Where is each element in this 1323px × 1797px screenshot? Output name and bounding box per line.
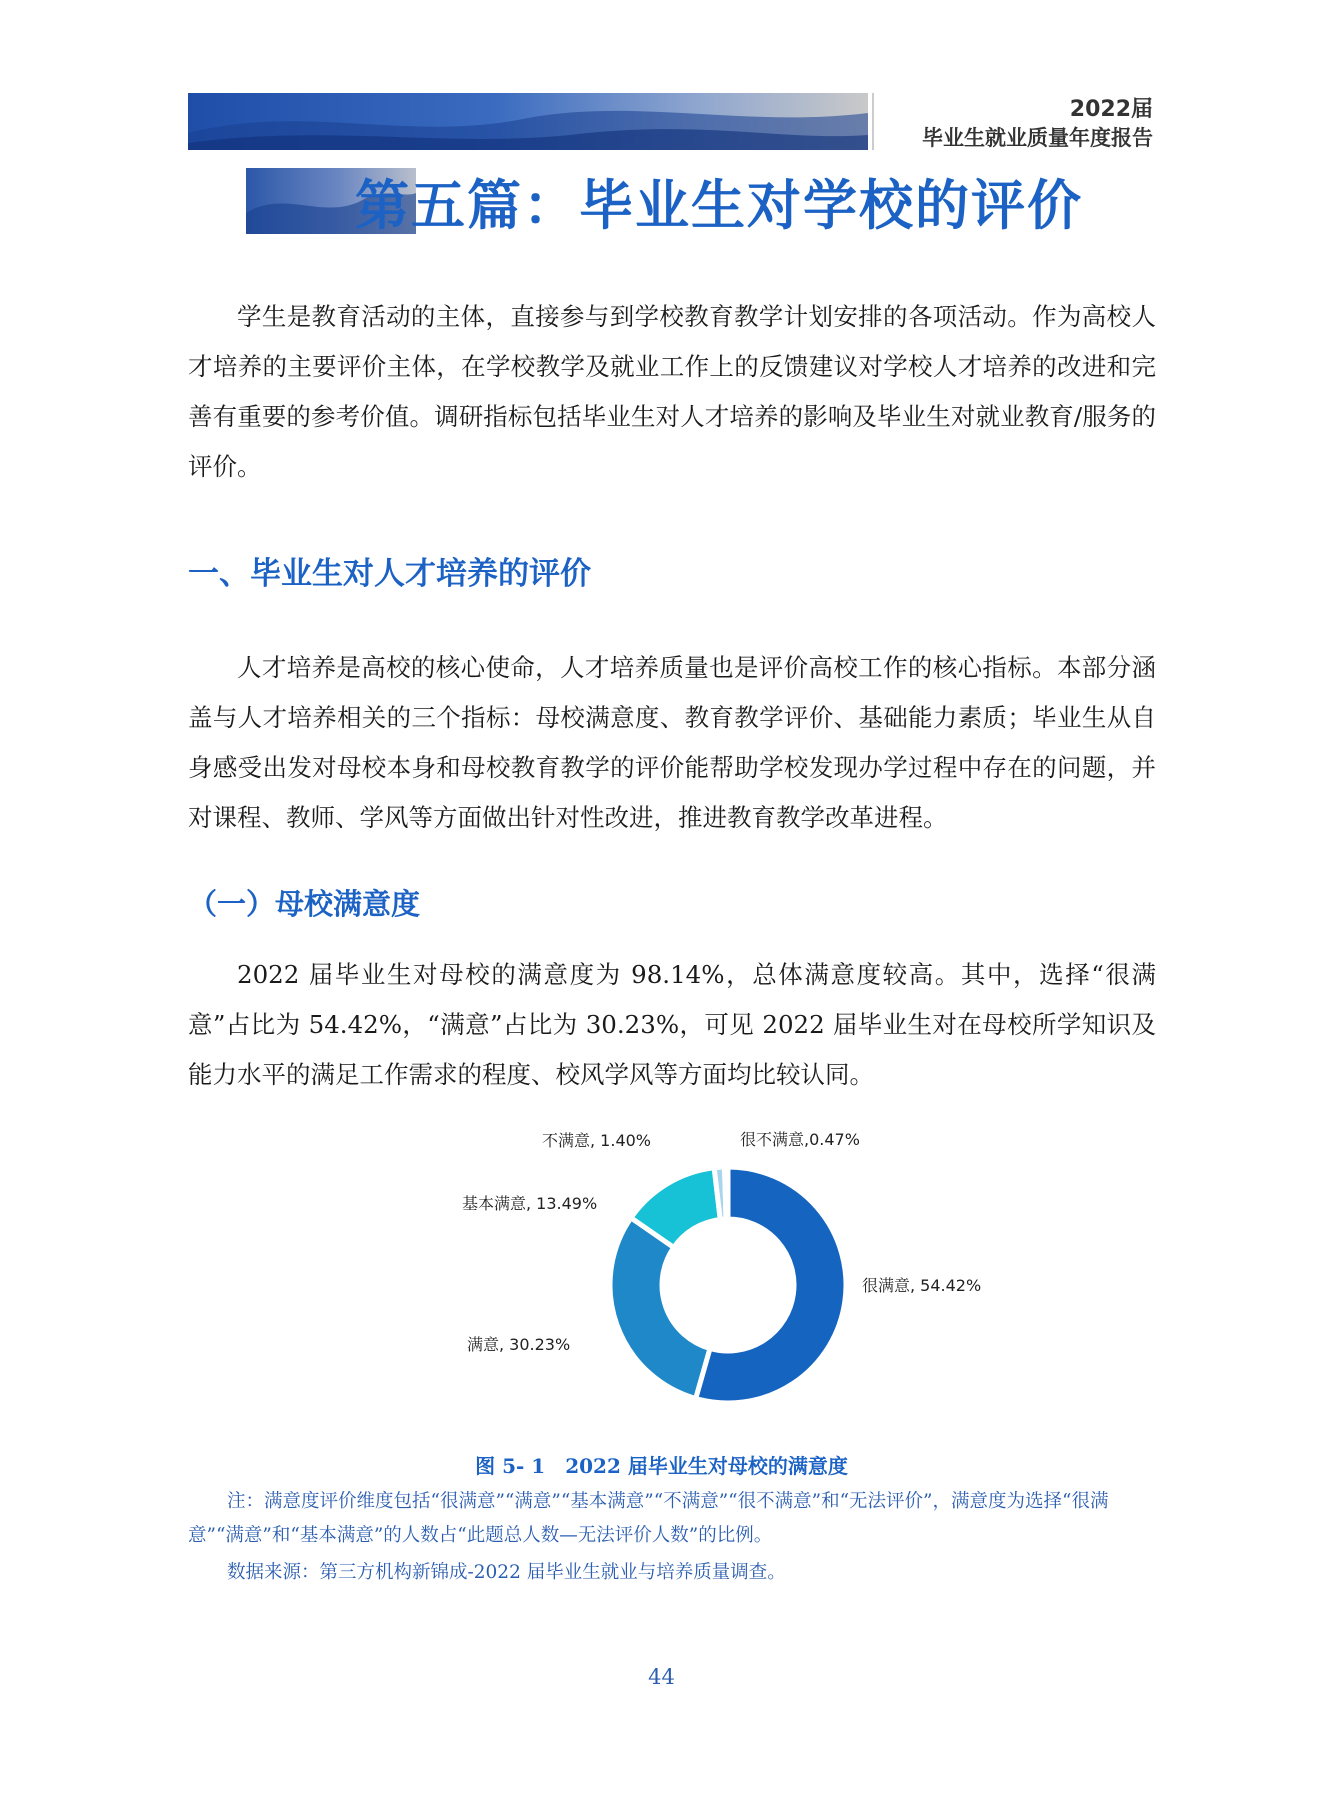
section-paragraph: 人才培养是高校的核心使命，人才培养质量也是评价高校工作的核心指标。本部分涵盖与人才培养相关的三个指标：母校满意度、教育教学评价、基础能力素质；毕业生从自身感受出发对母校本身和母校教育教学的评价能帮助学校发现办学过程中存在的问题，并对课程、教师、学风等方面做出针对性改进，推进教育教学改革进程。 [188,653,1156,832]
label-very-dissatisfied: 很不满意,0.47% [740,1130,860,1149]
label-dissatisfied: 不满意, 1.40% [542,1131,652,1150]
slice-satisfied [610,1218,710,1399]
page-number: 44 [648,1665,675,1689]
chapter-title: 第五篇：毕业生对学校的评价 [355,174,1083,237]
label-satisfied: 满意, 30.23% [467,1335,571,1354]
subsection-heading: （一）母校满意度 [188,887,421,921]
header-subtitle: 毕业生就业质量年度报告 [922,126,1153,150]
intro-paragraph: 学生是教育活动的主体，直接参与到学校教育教学计划安排的各项活动。作为高校人才培养的主要评价主体，在学校教学及就业工作上的反馈建议对学校人才培养的改进和完善有重要的参考价值。调研指标包括毕业生对人才培养的影响及毕业生对就业教育/服务的评价。 [188,302,1156,481]
header-year: 2022届 [1069,97,1153,122]
section-heading: 一、毕业生对人才培养的评价 [188,556,591,592]
label-basically-satisfied: 基本满意, 13.49% [462,1194,598,1213]
figure-note: 注：满意度评价维度包括“很满意”“满意”“基本满意”“不满意”“很不满意”和“无法评价”，满意度为选择“很满意”“满意”和“基本满意”的人数占“此题总人数—无法评价人数”的比例。 [188,1491,1109,1546]
subsection-paragraph: 2022 届毕业生对母校的满意度为 98.14%，总体满意度较高。其中，选择“很满意”占比为 54.42%，“满意”占比为 30.23%，可见 2022 届毕业生对在母校所学知识及能力水平的满足工作需求的程度、校风学风等方面均比较认同。 [188,960,1156,1089]
slice-very-dissatisfied [725,1167,728,1219]
data-source: 数据来源：第三方机构新锦成-2022 届毕业生就业与培养质量调查。 [227,1562,786,1583]
satisfaction-donut-chart [440,1120,1000,1440]
label-very-satisfied: 很满意, 54.42% [862,1276,982,1295]
figure-caption: 图 5- 1 2022 届毕业生对母校的满意度 [475,1454,848,1478]
